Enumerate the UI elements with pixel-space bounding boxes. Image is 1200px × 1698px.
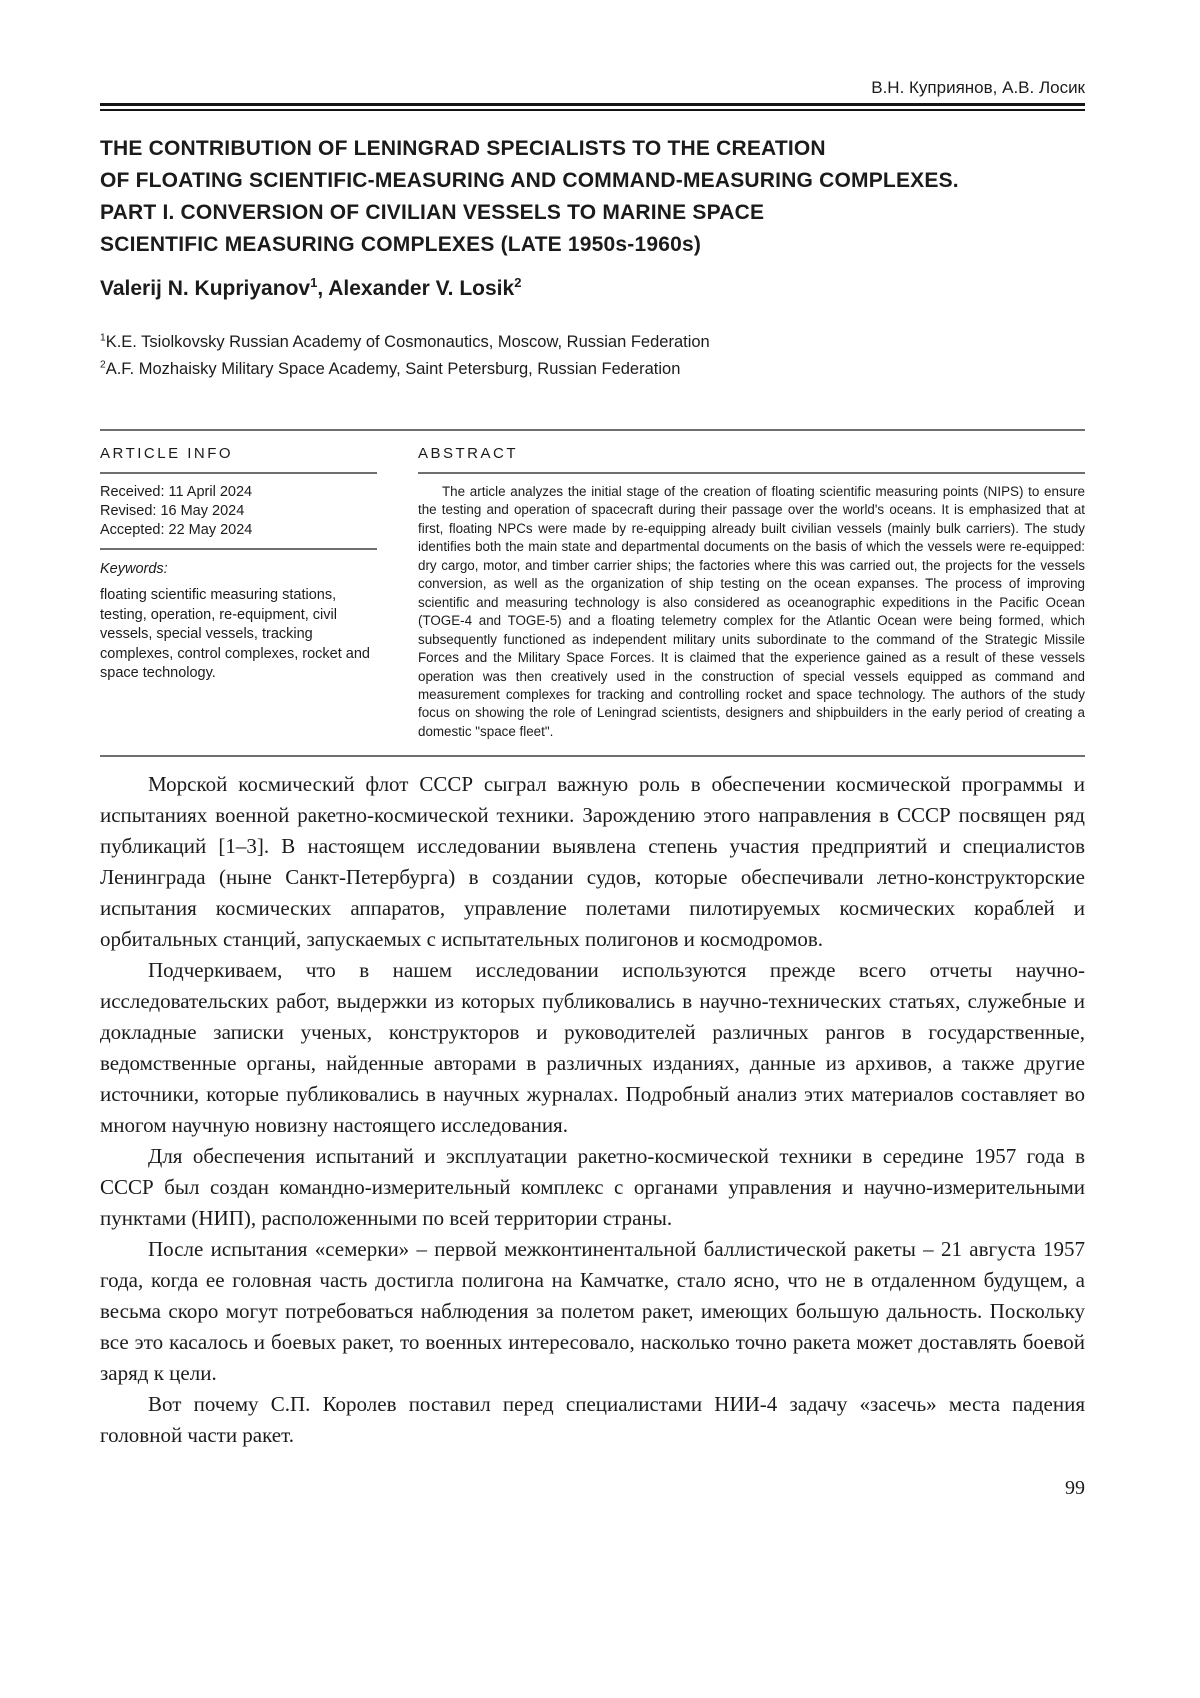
abstract-column — [418, 431, 1085, 741]
affiliation-text-2: A.F. Mozhaisky Military Space Academy, Saint Petersburg, Russian Federation — [105, 360, 681, 378]
article-info-column — [100, 431, 377, 684]
affiliation-superscript-2: 2 — [100, 359, 106, 371]
accepted-date: Accepted: 22 May 2024 — [100, 522, 253, 538]
article-info-heading-rule — [100, 472, 377, 474]
article-info-heading: ARTICLE INFO — [100, 445, 234, 462]
body-paragraph-4: После испытания «семерки» – первой межконтинентальной баллистической ракеты – 21 августа 1957 года, когда ее головная часть достигла полигона на Камчатке, стало ясно, что не в отдаленном будущем, а весьма скоро могут потребоваться наблюдения за полетом ракет, имеющих большую дальность. Поскольку все это касалось и боевых ракет, то военных интересовало, насколько точно ракета может доставлять боевой заряд к цели. — [100, 1237, 1085, 1386]
affiliation-superscript-1: 1 — [100, 332, 106, 344]
article-dates — [100, 483, 377, 540]
affiliation-line-2 — [100, 356, 1085, 383]
abstract-heading-rule — [418, 472, 1085, 474]
keywords-text: floating scientific measuring stations, testing, operation, re-equipment, civil vessels, special vessels, tracking complexes, control complexes, rocket and space technology. — [100, 587, 370, 681]
authors-line — [100, 277, 1085, 301]
affiliation-line-1 — [100, 329, 1085, 356]
authors-separator: , — [317, 277, 329, 300]
dates-divider-rule — [100, 548, 377, 550]
body-paragraph-3: Для обеспечения испытаний и эксплуатации ракетно-космической техники в середине 1957 года в СССР был создан командно-измерительный комплекс с органами управления и научно-измерительными пунктами (НИП), расположенными по всей территории страны. — [100, 1144, 1085, 1231]
abstract-heading: ABSTRACT — [418, 445, 519, 462]
running-head: В.Н. Куприянов, А.В. Лосик — [871, 78, 1085, 97]
author-name-1: Valerij N. Kupriyanov — [100, 277, 311, 300]
page-number: 99 — [1065, 1477, 1085, 1500]
affiliation-text-1: K.E. Tsiolkovsky Russian Academy of Cosmonautics, Moscow, Russian Federation — [105, 333, 710, 351]
author-superscript-2: 2 — [514, 275, 522, 290]
author-superscript-1: 1 — [310, 275, 318, 290]
body-paragraph-5: Вот почему С.П. Королев поставил перед специалистами НИИ-4 задачу «засечь» места падения головной части ракет. — [100, 1392, 1085, 1448]
author-name-2: Alexander V. Losik — [328, 277, 515, 300]
body-paragraph-1: Морской космический флот СССР сыграл важную роль в обеспечении космической программы и испытаниях военной ракетно-космической техники. Зарождению этого направления в СССР посвящен ряд публикаций [1–3]. В настоящем исследовании выявлена степень участия предприятий и специалистов Ленинграда (ныне Санкт-Петербурга) в создании судов, которые обеспечивали летно-конструкторские испытания космических аппаратов, управление полетами пилотируемых космических кораблей и орбитальных станций, запускаемых с испытательных полигонов и космодромов. — [100, 772, 1085, 952]
abstract-text: The article analyzes the initial stage of the creation of floating scientific measuring points (NIPS) to ensure the testing and operation of spacecraft during their passage over the world's oceans. It is emphasized that at first, floating NPCs were made by re-equipping already built civilian vessels (mainly bulk carriers). The study identifies both the main state and departmental documents on the basis of which the vessels were re-equipped: dry cargo, motor, and timber carrier ships; the factories where this was carried out, the projects for the vessels conversion, as well as the organization of ship testing on the ocean expanses. The process of improving scientific and measuring technology is also considered as oceanographic expeditions in the Pacific Ocean (TOGE-4 and TOGE-5) and a floating telemetry complex for the Atlantic Ocean were being formed, which subsequently functioned as independent military units subordinate to the command of the Strategic Missile Forces and the Military Space Forces. It is claimed that the experience gained as a result of these vessels operation was then creatively used in the construction of special vessels equipped as command and measurement complexes for tracking and controlling rocket and space technology. The authors of the study focus on showing the role of Leningrad scientists, designers and shipbuilders in the early period of creating a domestic "space fleet". — [418, 484, 1085, 739]
info-section-bottom-rule — [100, 755, 1085, 757]
header-double-rule — [100, 103, 1085, 111]
body-text — [100, 769, 1085, 1451]
received-date: Received: 11 April 2024 — [100, 484, 253, 500]
affiliations — [100, 329, 1085, 383]
revised-date: Revised: 16 May 2024 — [100, 503, 245, 519]
keywords-label: Keywords: — [100, 561, 168, 577]
body-paragraph-2: Подчеркиваем, что в нашем исследовании используются прежде всего отчеты научно-исследовательских работ, выдержки из которых публиковались в научно-технических статьях, служебные и докладные записки ученых, конструкторов и руководителей различных рангов в государственные, ведомственные органы, найденные авторами в различных изданиях, данные из архивов, а также другие источники, которые публиковались в научных журналах. Подробный анализ этих материалов составляет во многом научную новизну настоящего исследования. — [100, 958, 1085, 1138]
paper-page — [100, 0, 1085, 1500]
paper-title: THE CONTRIBUTION OF LENINGRAD SPECIALISTS TO THE CREATION OF FLOATING SCIENTIFIC-MEASURING AND COMMAND-MEASURING COMPLEXES. PART I. CONVERSION OF CIVILIAN VESSELS TO MARINE SPACE SCIENTIFIC MEASURING COMPLEXES (LATE 1950s-1960s) — [100, 137, 959, 256]
info-columns — [100, 431, 1085, 741]
